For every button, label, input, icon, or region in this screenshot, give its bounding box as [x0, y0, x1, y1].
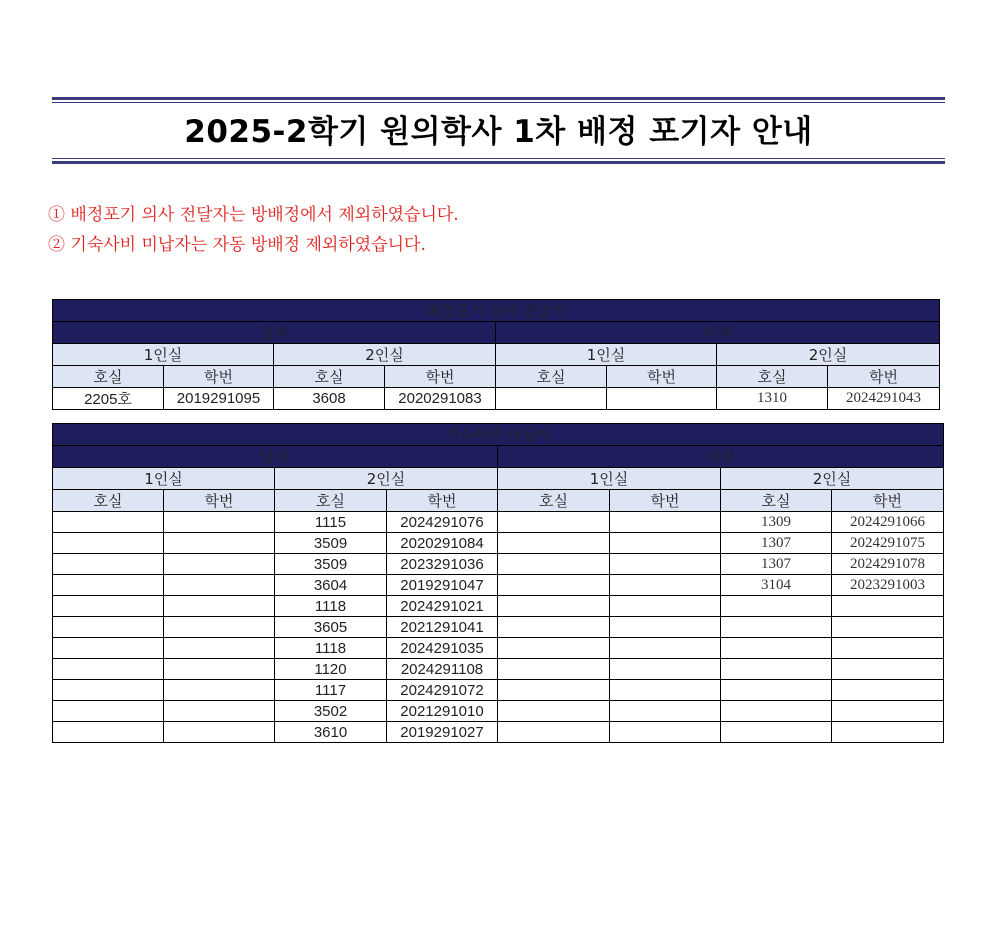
cell-student-id — [832, 680, 944, 701]
cell-student-id — [164, 512, 275, 533]
cell-room — [721, 701, 832, 722]
cell-student-id: 2019291095 — [164, 388, 274, 410]
cell-student-id — [610, 554, 721, 575]
room-type-header: 2인실 — [721, 468, 944, 490]
column-header-room: 호실 — [274, 366, 385, 388]
column-header-student-id: 학번 — [387, 490, 498, 512]
table-row — [53, 638, 944, 659]
cell-room — [498, 659, 610, 680]
table-row — [53, 596, 944, 617]
cell-student-id — [610, 722, 721, 743]
cell-room — [53, 512, 164, 533]
column-header-student-id: 학번 — [607, 366, 717, 388]
cell-student-id: 2024291076 — [387, 512, 498, 533]
cell-student-id — [164, 680, 275, 701]
cell-room — [498, 680, 610, 701]
cell-room — [721, 638, 832, 659]
title-rule-top — [52, 97, 945, 103]
cell-student-id: 2024291043 — [828, 388, 940, 410]
cell-room — [721, 617, 832, 638]
table-row — [53, 388, 940, 410]
column-header-room: 호실 — [53, 366, 164, 388]
cell-room — [721, 722, 832, 743]
table-row — [53, 701, 944, 722]
room-type-header: 1인실 — [53, 468, 275, 490]
cell-student-id — [610, 701, 721, 722]
cell-room: 1117 — [275, 680, 387, 701]
cell-room: 1120 — [275, 659, 387, 680]
unpaid-fee-table — [52, 423, 944, 743]
cell-room — [498, 722, 610, 743]
cell-room — [498, 596, 610, 617]
cell-student-id — [164, 533, 275, 554]
cell-room — [53, 533, 164, 554]
cell-student-id — [607, 388, 717, 410]
cell-student-id — [164, 617, 275, 638]
cell-room: 3604 — [275, 575, 387, 596]
notice-list — [48, 200, 459, 260]
notice-item: ② 기숙사비 미납자는 자동 방배정 제외하였습니다. — [48, 235, 426, 255]
cell-room — [53, 617, 164, 638]
cell-room — [498, 617, 610, 638]
cell-room: 3610 — [275, 722, 387, 743]
cell-room: 3605 — [275, 617, 387, 638]
cell-student-id: 2023291003 — [832, 575, 944, 596]
cell-student-id: 2024291078 — [832, 554, 944, 575]
cell-student-id — [164, 722, 275, 743]
column-header-student-id: 학번 — [385, 366, 496, 388]
table-row — [53, 512, 944, 533]
notice-item: ① 배정포기 의사 전달자는 방배정에서 제외하였습니다. — [48, 205, 459, 225]
cell-room — [53, 701, 164, 722]
column-header-room: 호실 — [275, 490, 387, 512]
cell-student-id — [832, 701, 944, 722]
cell-room — [53, 680, 164, 701]
room-type-header: 2인실 — [275, 468, 498, 490]
cell-room — [498, 575, 610, 596]
cell-room — [721, 659, 832, 680]
cell-student-id: 2020291084 — [387, 533, 498, 554]
cell-student-id — [610, 638, 721, 659]
cell-student-id — [164, 659, 275, 680]
title-rule-bottom — [52, 158, 945, 164]
cell-student-id — [610, 659, 721, 680]
cell-student-id: 2024291075 — [832, 533, 944, 554]
gender-header-male: 남자 — [53, 446, 498, 468]
cell-room — [53, 596, 164, 617]
cell-student-id — [832, 722, 944, 743]
cell-student-id: 2021291010 — [387, 701, 498, 722]
table-row — [53, 575, 944, 596]
cell-student-id — [164, 638, 275, 659]
cell-student-id — [164, 596, 275, 617]
table-row — [53, 617, 944, 638]
table-row — [53, 554, 944, 575]
column-header-student-id: 학번 — [832, 490, 944, 512]
room-type-header: 1인실 — [53, 344, 274, 366]
cell-student-id — [164, 575, 275, 596]
table-row — [53, 722, 944, 743]
cell-room — [498, 512, 610, 533]
cell-student-id: 2024291021 — [387, 596, 498, 617]
table-title: 기숙사비 미납자 — [53, 424, 944, 446]
cell-student-id: 2023291036 — [387, 554, 498, 575]
column-header-room: 호실 — [496, 366, 607, 388]
cell-room — [53, 659, 164, 680]
unpaid-fee-rows — [53, 512, 944, 743]
table-row — [53, 533, 944, 554]
gender-header-female: 여자 — [498, 446, 944, 468]
column-header-student-id: 학번 — [164, 366, 274, 388]
cell-room: 3608 — [274, 388, 385, 410]
cell-student-id — [610, 575, 721, 596]
cell-room: 1307 — [721, 554, 832, 575]
column-header-room: 호실 — [498, 490, 610, 512]
cell-room — [498, 638, 610, 659]
page-title: 2025-2학기 원의학사 1차 배정 포기자 안내 — [184, 114, 813, 150]
cell-room: 1307 — [721, 533, 832, 554]
cell-room: 2205호 — [53, 388, 164, 410]
cell-room: 1310 — [717, 388, 828, 410]
cell-room: 3509 — [275, 554, 387, 575]
cell-student-id — [610, 617, 721, 638]
cell-room — [498, 533, 610, 554]
gender-header-male: 남자 — [53, 322, 496, 344]
cell-room — [498, 701, 610, 722]
cell-student-id — [610, 533, 721, 554]
cell-student-id: 2020291083 — [385, 388, 496, 410]
cell-student-id: 2024291066 — [832, 512, 944, 533]
cell-student-id: 2024291108 — [387, 659, 498, 680]
cell-student-id: 2021291041 — [387, 617, 498, 638]
cell-student-id: 2024291072 — [387, 680, 498, 701]
table-row — [53, 680, 944, 701]
cell-room: 1118 — [275, 596, 387, 617]
room-type-header: 1인실 — [496, 344, 717, 366]
cell-student-id: 2019291027 — [387, 722, 498, 743]
cell-room — [53, 575, 164, 596]
cell-student-id — [832, 596, 944, 617]
room-type-header: 2인실 — [274, 344, 496, 366]
cell-student-id — [832, 659, 944, 680]
column-header-room: 호실 — [721, 490, 832, 512]
cell-room — [721, 680, 832, 701]
column-header-student-id: 학번 — [828, 366, 940, 388]
cell-student-id — [164, 701, 275, 722]
cell-room: 1309 — [721, 512, 832, 533]
table-title: 배정포기 의사 전달자 — [53, 300, 940, 322]
cell-student-id — [832, 617, 944, 638]
column-header-student-id: 학번 — [610, 490, 721, 512]
cell-student-id — [610, 596, 721, 617]
cell-student-id — [610, 680, 721, 701]
cell-room: 3104 — [721, 575, 832, 596]
cell-room: 1115 — [275, 512, 387, 533]
cell-room — [496, 388, 607, 410]
cell-room: 3509 — [275, 533, 387, 554]
room-type-header: 1인실 — [498, 468, 721, 490]
cell-student-id: 2024291035 — [387, 638, 498, 659]
column-header-room: 호실 — [717, 366, 828, 388]
cell-room — [53, 638, 164, 659]
column-header-student-id: 학번 — [164, 490, 275, 512]
cell-room: 1118 — [275, 638, 387, 659]
cell-room — [498, 554, 610, 575]
cell-student-id — [832, 638, 944, 659]
cell-room — [53, 722, 164, 743]
table-row — [53, 659, 944, 680]
cell-student-id — [164, 554, 275, 575]
cell-student-id: 2019291047 — [387, 575, 498, 596]
cell-room — [53, 554, 164, 575]
withdrawal-table — [52, 299, 940, 410]
column-header-room: 호실 — [53, 490, 164, 512]
cell-student-id — [610, 512, 721, 533]
cell-room — [721, 596, 832, 617]
room-type-header: 2인실 — [717, 344, 940, 366]
cell-room: 3502 — [275, 701, 387, 722]
gender-header-female: 여자 — [496, 322, 940, 344]
